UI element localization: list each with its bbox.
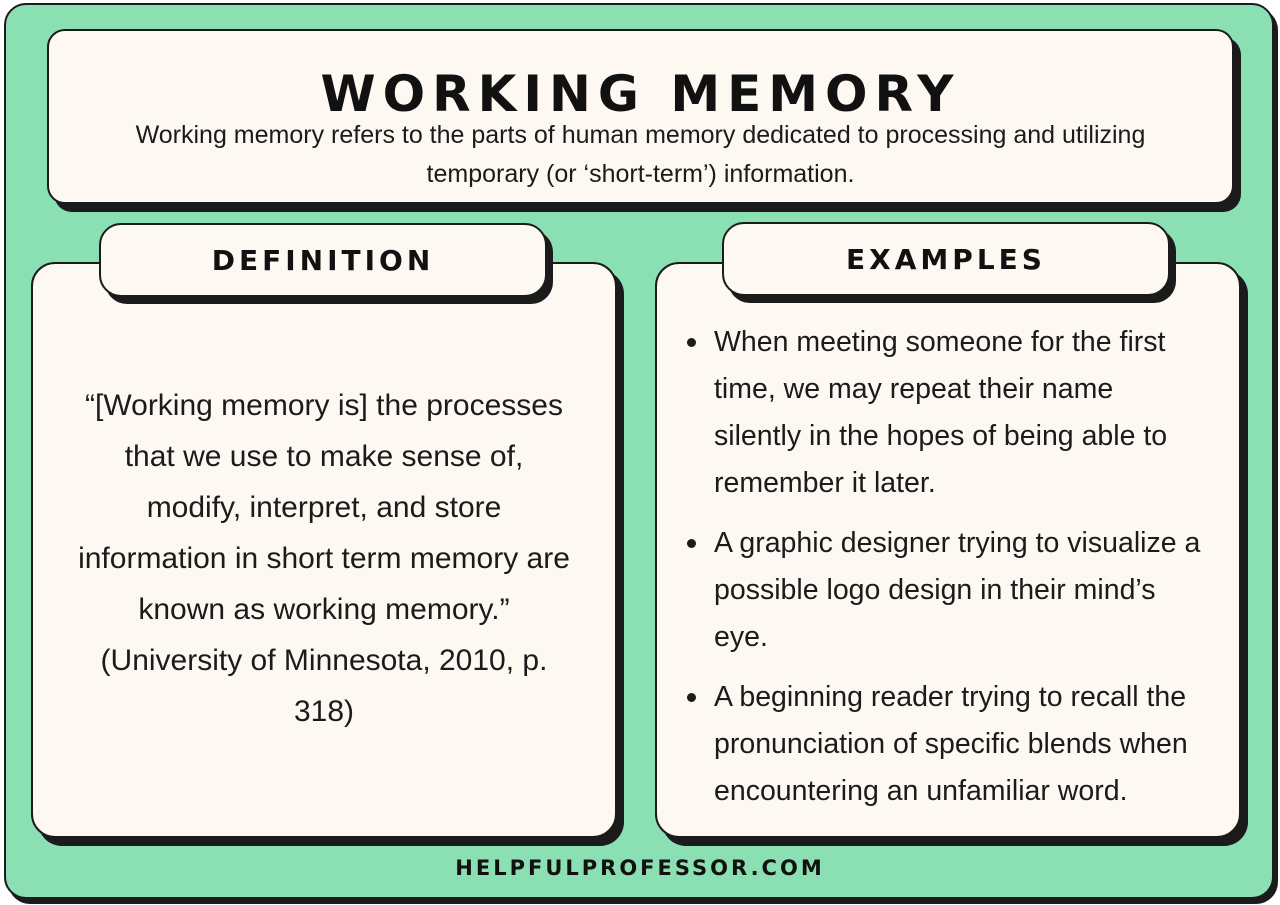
quote-line: known as working memory.”: [138, 593, 510, 626]
example-line: time, we may repeat their name: [714, 373, 1114, 405]
example-line: A beginning reader trying to recall the: [714, 681, 1187, 713]
intro-line: temporary (or ‘short-term’) information.: [426, 160, 855, 188]
example-line: remember it later.: [714, 467, 936, 499]
example-line: silently in the hopes of being able to: [714, 420, 1168, 452]
examples-label: EXAMPLES: [722, 222, 1170, 296]
example-item: [687, 520, 1227, 661]
definition-panel: [31, 262, 617, 838]
example-item: [687, 319, 1227, 507]
footer-website: HELPFULPROFESSOR.COM: [455, 856, 825, 880]
page-title: WORKING MEMORY: [320, 65, 961, 123]
example-line: eye.: [714, 621, 768, 653]
example-line: possible logo design in their mind’s: [714, 574, 1156, 606]
examples-panel: [655, 262, 1241, 838]
header-card: [47, 29, 1234, 204]
example-line: A graphic designer trying to visualize a: [714, 527, 1201, 559]
definition-quote: [51, 380, 597, 737]
bullet-icon: [687, 693, 696, 702]
bullet-icon: [687, 338, 696, 347]
example-line: When meeting someone for the first: [714, 326, 1166, 358]
example-line: encountering an unfamiliar word.: [714, 775, 1128, 807]
intro-text: [69, 116, 1212, 194]
bullet-icon: [687, 539, 696, 548]
quote-line: that we use to make sense of,: [124, 440, 524, 473]
quote-line: “[Working memory is] the processes: [85, 389, 563, 422]
example-line: pronunciation of specific blends when: [714, 728, 1188, 760]
quote-line: 318): [293, 695, 355, 728]
quote-line: information in short term memory are: [78, 542, 570, 575]
examples-list: [687, 319, 1227, 828]
quote-line: modify, interpret, and store: [146, 491, 502, 524]
quote-line: (University of Minnesota, 2010, p.: [100, 644, 548, 677]
intro-line: Working memory refers to the parts of human memory dedicated to processing and utilizing: [135, 121, 1146, 149]
example-item: [687, 674, 1227, 815]
definition-label: DEFINITION: [99, 223, 547, 297]
